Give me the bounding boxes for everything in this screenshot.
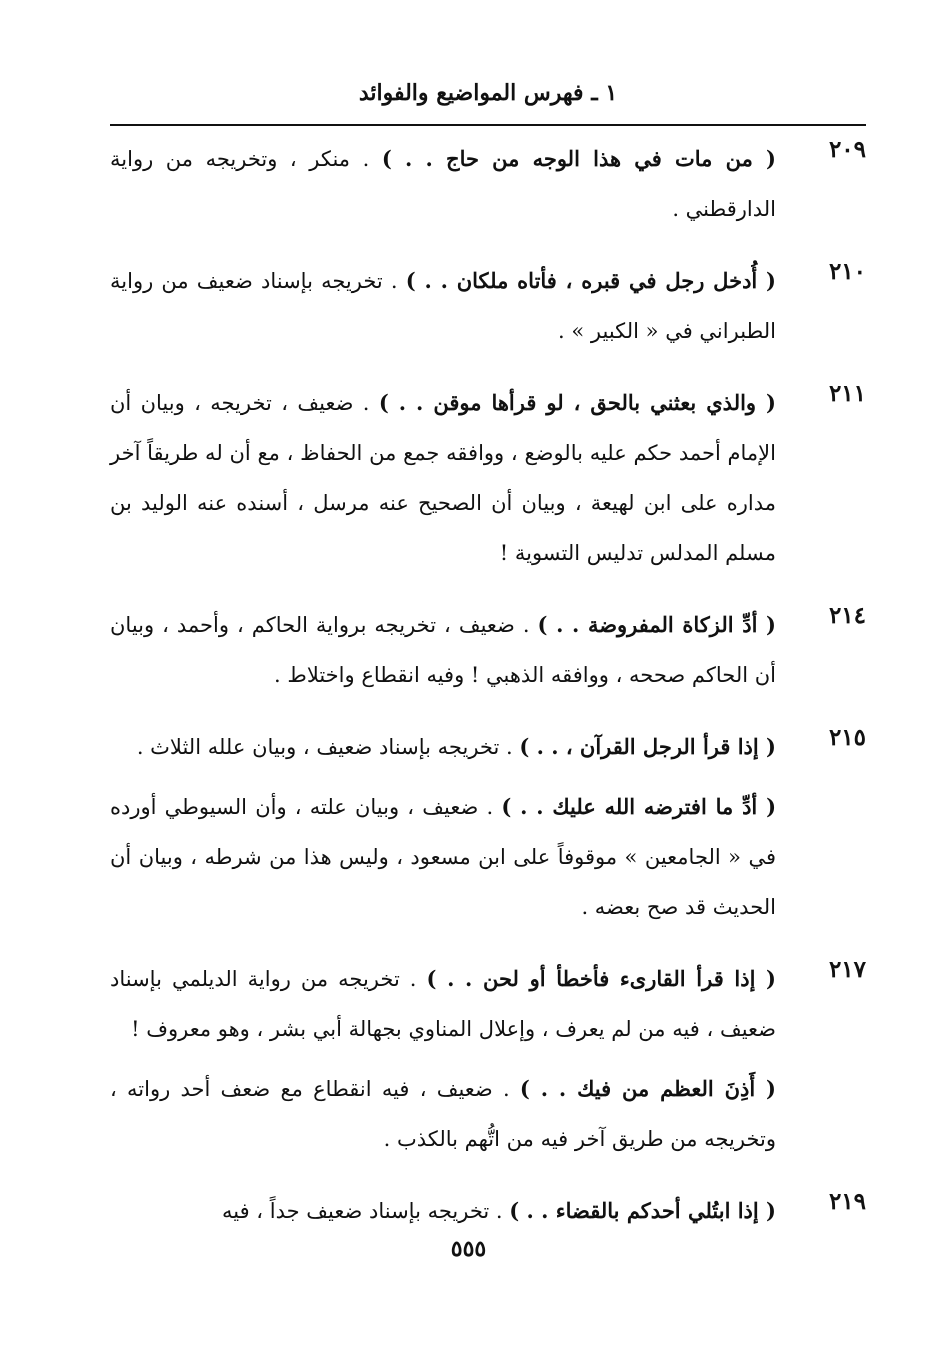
entry-commentary: . تخريجه بإسناد ضعيف ، وبيان علله الثلاث . — [136, 735, 520, 759]
hadith-quote: ( إذا قرأ الرجل القرآن ، . . ) — [519, 734, 776, 759]
page-header: ١ ـ فهرس المواضيع والفوائد — [358, 80, 618, 106]
entry-commentary: . تخريجه بإسناد ضعيف من رواية الطبراني في « الكبير » . — [110, 269, 776, 343]
hadith-quote: ( إذا قرأ القارىء فأخطأ أو لحن . . ) — [426, 966, 776, 991]
hadith-quote: ( أدِّ ما افترضه الله عليك . . ) — [501, 794, 776, 819]
hadith-quote: ( أدِّ الزكاة المفروضة . . ) — [537, 612, 776, 637]
entry-211 — [110, 378, 866, 578]
entry-219 — [110, 1186, 866, 1236]
hadith-quote: ( من مات في هذا الوجه من حاج . . ) — [381, 146, 776, 171]
entry-text — [110, 256, 776, 356]
entry-217 — [110, 954, 866, 1054]
hadith-quote: ( والذي بعثني بالحق ، لو قرأها موقن . . ) — [378, 390, 776, 415]
entry-unnumbered-2 — [110, 1064, 866, 1164]
entry-text — [110, 782, 776, 932]
entry-number: ٢١٠ — [828, 258, 866, 285]
entry-text — [110, 1186, 776, 1236]
entry-commentary: . ضعيف ، فيه انقطاع مع ضعف أحد رواته ، وتخريجه من طريق آخر فيه من اتُّهم بالكذب . — [110, 1077, 776, 1151]
hadith-quote: ( إذا ابتُلي أحدكم بالقضاء . . ) — [509, 1198, 776, 1223]
entry-text — [110, 134, 776, 234]
entry-214 — [110, 600, 866, 700]
entry-commentary: . تخريجه بإسناد ضعيف جداً ، فيه — [222, 1199, 510, 1223]
entry-commentary: . تخريجه من رواية الديلمي بإسناد ضعيف ، فيه من لم يعرف ، وإعلال المناوي بجهالة أبي بشر ، وهو معروف ! — [110, 967, 776, 1041]
entry-number: ٢٠٩ — [828, 136, 866, 163]
entry-number: ٢١٧ — [828, 956, 866, 983]
entry-commentary: . ضعيف ، وبيان علته ، وأن السيوطي أورده في « الجامعين » موقوفاً على ابن مسعود ، وليس هذا من شرطه ، وبيان أن الحديث قد صح بعضه . — [110, 795, 776, 919]
entry-210 — [110, 256, 866, 356]
entry-number: ٢١١ — [828, 380, 866, 407]
entry-209 — [110, 134, 866, 234]
entry-number: ٢١٤ — [828, 602, 866, 629]
hadith-quote: ( أَذِنَ العظم من فيك . . ) — [519, 1076, 776, 1101]
entry-number: ٢١٩ — [828, 1188, 866, 1215]
entry-commentary: . ضعيف ، تخريجه برواية الحاكم ، وأحمد ، وبيان أن الحاكم صححه ، ووافقه الذهبي ! وفيه انقطاع واختلاط . — [110, 613, 776, 687]
entry-unnumbered-1 — [110, 782, 866, 932]
entry-text — [110, 722, 776, 772]
header-divider — [110, 124, 866, 126]
hadith-quote: ( أُدخل رجل في قبره ، فأتاه ملكان . . ) — [405, 268, 776, 293]
entry-text — [110, 600, 776, 700]
page-number: ٥٥٥ — [450, 1236, 487, 1262]
entry-215 — [110, 722, 866, 772]
entries-list — [110, 134, 866, 1246]
entry-text — [110, 1064, 776, 1164]
entry-number: ٢١٥ — [828, 724, 866, 751]
entry-commentary: . ضعيف ، تخريجه ، وبيان أن الإمام أحمد حكم عليه بالوضع ، ووافقه جمع من الحفاظ ، مع أن له طريقاً آخر مداره على ابن لهيعة ، وبيان أن الصحيح عنه مرسل ، أسنده عنه الوليد بن مسلم المدلس تدليس التسوية ! — [110, 391, 776, 565]
entry-commentary: . منكر ، وتخريجه من رواية الدارقطني . — [110, 147, 776, 221]
entry-text — [110, 954, 776, 1054]
entry-text — [110, 378, 776, 578]
